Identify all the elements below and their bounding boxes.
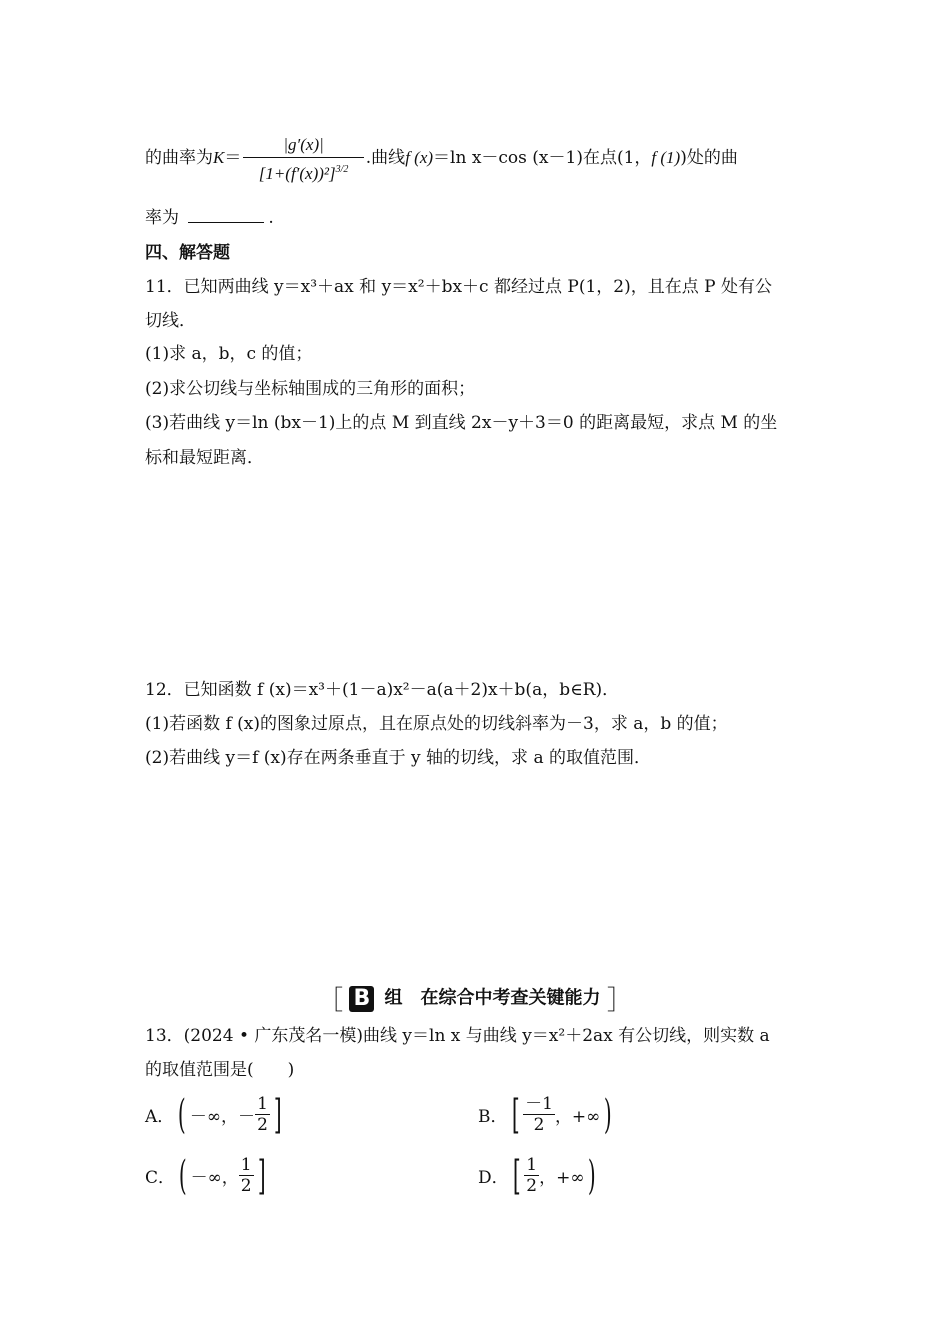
curvature-fraction [243, 133, 363, 184]
curvature-numerator: |g′(x)| [243, 133, 363, 158]
curvature-line [145, 118, 738, 198]
curvature-line-2 [145, 206, 274, 230]
option-d[interactable] [478, 1152, 600, 1199]
option-b-right: ，+∞ [554, 1107, 601, 1127]
option-d-num: 1 [526, 1155, 538, 1175]
option-c-open: ( [178, 1152, 187, 1199]
option-b-num: －1 [525, 1094, 553, 1114]
curvature-k: K [213, 148, 225, 167]
option-c-label: C． [145, 1168, 176, 1188]
q11-line-1 [145, 275, 772, 299]
q13-text-b: 的取值范围是( ) [145, 1060, 295, 1080]
option-d-den: 2 [526, 1176, 538, 1196]
option-d-right: ，+∞ [539, 1168, 585, 1188]
q12-part-1: (1)若函数 f (x)的图象过原点，且在原点处的切线斜率为－3，求 a，b 的值； [145, 714, 728, 734]
curvature-prefix: 的曲率为 [145, 148, 213, 168]
option-b-den: 2 [533, 1115, 545, 1135]
group-b-badge: B [349, 986, 374, 1012]
option-a-den: 2 [257, 1115, 268, 1135]
curvature-fx: f (x) [405, 148, 434, 167]
option-b-label: B． [478, 1107, 508, 1127]
curvature-eq: ＝ [224, 148, 242, 168]
option-d-label: D． [478, 1168, 509, 1188]
option-c-close: ] [257, 1152, 266, 1199]
curvature-suffix-b: ＝ln x－cos (x－1)在点(1， [433, 148, 652, 168]
q13-line-1 [145, 1024, 770, 1048]
option-a-num: 1 [257, 1094, 268, 1114]
answer-blank[interactable] [188, 208, 264, 223]
q12-text: 已知函数 f (x)＝x³＋(1－a)x²－a(a＋2)x＋b(a，b∈R)． [183, 680, 620, 700]
option-c-fraction [239, 1155, 254, 1196]
option-d-open: [ [512, 1152, 521, 1199]
option-b-close: ) [604, 1091, 613, 1138]
option-a[interactable] [145, 1091, 286, 1138]
option-c-left: －∞， [190, 1168, 239, 1188]
q11-part-1: (1)求 a，b，c 的值； [145, 344, 313, 364]
group-b-heading [0, 980, 950, 1017]
option-a-close: ] [273, 1091, 282, 1138]
group-close-bracket: ］ [606, 986, 633, 1016]
q13-text-a: (2024 • 广东茂名一模)曲线 y＝ln x 与曲线 y＝x²＋2ax 有公切线，则实数 a [183, 1026, 770, 1046]
option-c-num: 1 [240, 1155, 252, 1175]
curvature-line2: 率为 [145, 208, 179, 228]
curvature-f1: f (1) [651, 148, 681, 167]
q12-part-2: (2)若曲线 y＝f (x)存在两条垂直于 y 轴的切线，求 a 的取值范围． [145, 748, 651, 768]
option-c[interactable] [145, 1152, 269, 1199]
q11-text-a: 已知两曲线 y＝x³＋ax 和 y＝x²＋bx＋c 都经过点 P(1，2)，且在点 P 处有公 [183, 277, 772, 297]
option-d-close: ) [588, 1152, 597, 1199]
option-a-open: ( [178, 1091, 186, 1138]
option-a-fraction [255, 1094, 270, 1135]
option-b-open: [ [511, 1091, 520, 1138]
curvature-denominator: $[1+(f'(x))^2]^{3/2}$ [258, 163, 349, 183]
q13-number: 13． [145, 1026, 184, 1046]
option-b-fraction [523, 1094, 555, 1135]
group-open-bracket: ［ [317, 986, 344, 1016]
option-b[interactable] [478, 1091, 616, 1138]
q12-line-1 [145, 678, 619, 702]
q12-number: 12． [145, 680, 184, 700]
option-c-den: 2 [240, 1176, 252, 1196]
q11-part-3a: (3)若曲线 y＝ln (bx－1)上的点 M 到直线 2x－y＋3＝0 的距离最短，求点 M 的坐 [145, 413, 778, 433]
q11-part-2: (2)求公切线与坐标轴围成的三角形的面积； [145, 379, 476, 399]
curvature-exponent: 3/2 [335, 163, 349, 175]
curvature-suffix-c: )处的曲 [680, 148, 738, 168]
option-a-label: A． [145, 1107, 175, 1127]
curvature-suffix-a: .曲线 [365, 148, 406, 168]
q11-part-3b: 标和最短距离． [145, 448, 264, 468]
group-b-label: 组 在综合中考查关键能力 [384, 987, 601, 1009]
curvature-period: . [268, 208, 274, 228]
q11-number: 11． [145, 277, 184, 297]
q11-text-b: 切线． [145, 311, 196, 331]
option-d-fraction [524, 1155, 539, 1196]
section-title: 四、解答题 [145, 243, 230, 263]
option-a-left: －∞，－ [189, 1107, 256, 1127]
